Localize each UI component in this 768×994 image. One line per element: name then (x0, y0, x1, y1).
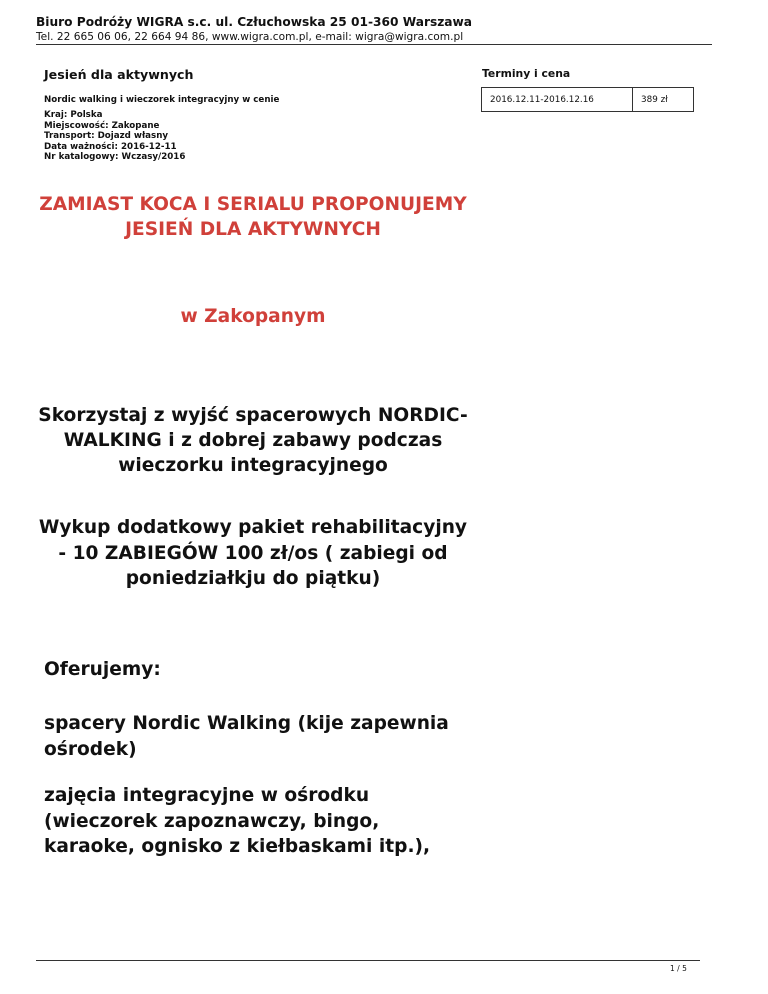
header-divider (36, 44, 712, 45)
offer-details (44, 110, 185, 163)
offer-subtitle: Nordic walking i wieczorek integracyjny w cenie (44, 95, 280, 105)
offer-title: Jesień dla aktywnych (44, 67, 194, 82)
list-item: zajęcia integracyjne w ośrodku (wieczorek zapoznawczy, bingo, karaoke, ognisko z kiełbaskami itp.), (44, 785, 431, 858)
headline-nordic-walking: Skorzystaj z wyjść spacerowych NORDIC-WALKING i z dobrej zabawy podczas wieczorku integracyjnego (38, 405, 468, 476)
page-number: 1 / 5 (670, 964, 687, 973)
term-price: 389 zł (633, 88, 694, 112)
detail-city: Miejscowość: Zakopane (44, 120, 160, 131)
detail-transport: Transport: Dojazd własny (44, 131, 169, 142)
detail-valid-date: Data ważności: 2016-12-11 (44, 141, 177, 152)
terms-table (481, 87, 694, 112)
detail-catalog-number: Nr katalogowy: Wczasy/2016 (44, 152, 186, 163)
terms-title: Terminy i cena (482, 67, 571, 80)
table-row (482, 88, 694, 112)
headline-location: w Zakopanym (180, 306, 326, 327)
headline-rehab-package: Wykup dodatkowy pakiet rehabilitacyjny - 10 ZABIEGÓW 100 zł/os ( zabiegi od poniedziałkju do piątku) (38, 517, 468, 589)
list-item: spacery Nordic Walking (kije zapewnia ośrodek) (44, 713, 449, 760)
footer-divider (36, 960, 700, 961)
agency-name: Biuro Podróży WIGRA s.c. ul. Człuchowska 25 01-360 Warszawa (36, 15, 473, 29)
offer-heading: Oferujemy: (44, 659, 161, 680)
agency-contact: Tel. 22 665 06 06, 22 664 94 86, www.wigra.com.pl, e-mail: wigra@wigra.com.pl (36, 31, 464, 43)
headline-red: ZAMIAST KOCA I SERIALU PROPONUJEMY JESIEŃ DLA AKTYWNYCH (39, 194, 467, 240)
term-dates: 2016.12.11-2016.12.16 (482, 88, 633, 112)
detail-country: Kraj: Polska (44, 110, 103, 120)
page-header (36, 14, 712, 44)
